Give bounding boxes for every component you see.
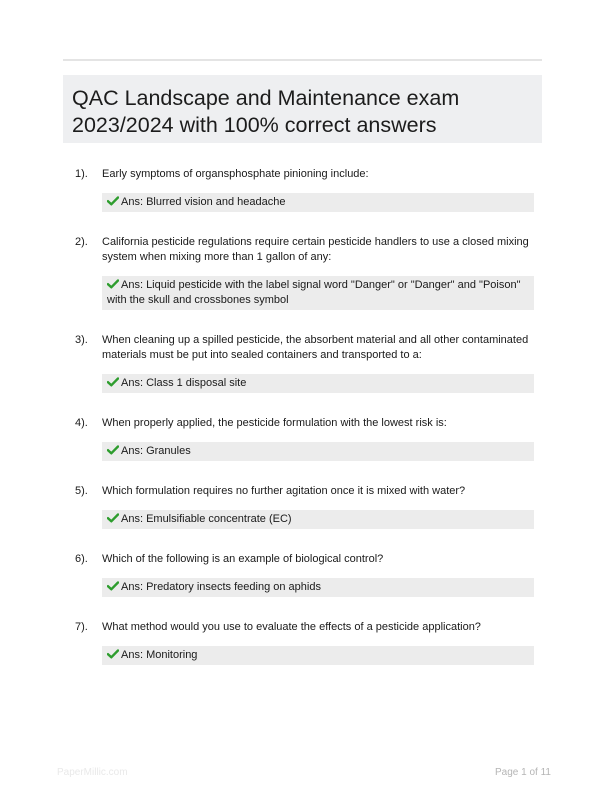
answer-box [102,646,534,665]
question-number: 1). [75,168,88,180]
document-title: QAC Landscape and Maintenance exam 2023/2024 with 100% correct answers [72,86,460,137]
question-item [63,167,542,212]
question-item [63,333,542,393]
question-number: 3). [75,334,88,346]
answer-text: Ans: Monitoring [121,649,198,661]
question-number: 5). [75,485,88,497]
question-number: 7). [75,621,88,633]
question-item [63,620,542,665]
question-text: California pesticide regulations require certain pesticide handlers to use a closed mixing system when mixing more than 1 gallon of any: [102,236,529,263]
checkmark-icon [107,649,119,659]
answer-box [102,374,534,393]
answer-text: Ans: Blurred vision and headache [121,196,286,208]
answer-box [102,578,534,597]
answer-text: Ans: Emulsifiable concentrate (EC) [121,513,292,525]
question-item [63,235,542,310]
question-number: 4). [75,417,88,429]
question-item [63,416,542,461]
question-number: 2). [75,236,88,248]
question-text: When properly applied, the pesticide formulation with the lowest risk is: [102,417,447,429]
answer-box [102,276,534,310]
checkmark-icon [107,196,119,206]
top-divider [63,59,542,61]
question-text: What method would you use to evaluate the effects of a pesticide application? [102,621,481,633]
checkmark-icon [107,279,119,289]
checkmark-icon [107,513,119,523]
answer-box [102,442,534,461]
answer-box [102,510,534,529]
question-item [63,552,542,597]
answer-text: Ans: Granules [121,445,191,457]
question-text: Which formulation requires no further agitation once it is mixed with water? [102,485,466,497]
answer-box [102,193,534,212]
footer-watermark: PaperMillic.com [57,767,128,778]
question-text: Which of the following is an example of biological control? [102,553,384,565]
page-number: Page 1 of 11 [495,767,551,778]
title-banner [63,75,542,143]
checkmark-icon [107,445,119,455]
question-list [63,167,542,665]
question-number: 6). [75,553,88,565]
question-text: When cleaning up a spilled pesticide, the absorbent material and all other contaminated materials must be put into sealed containers and transported to a: [102,334,529,361]
answer-text: Ans: Liquid pesticide with the label signal word "Danger" or "Danger" and "Poison" with the skull and crossbones symbol [107,279,521,306]
answer-text: Ans: Class 1 disposal site [121,377,247,389]
question-text: Early symptoms of organsphosphate pinioning include: [102,168,369,180]
checkmark-icon [107,581,119,591]
answer-text: Ans: Predatory insects feeding on aphids [121,581,321,593]
question-item [63,484,542,529]
checkmark-icon [107,377,119,387]
